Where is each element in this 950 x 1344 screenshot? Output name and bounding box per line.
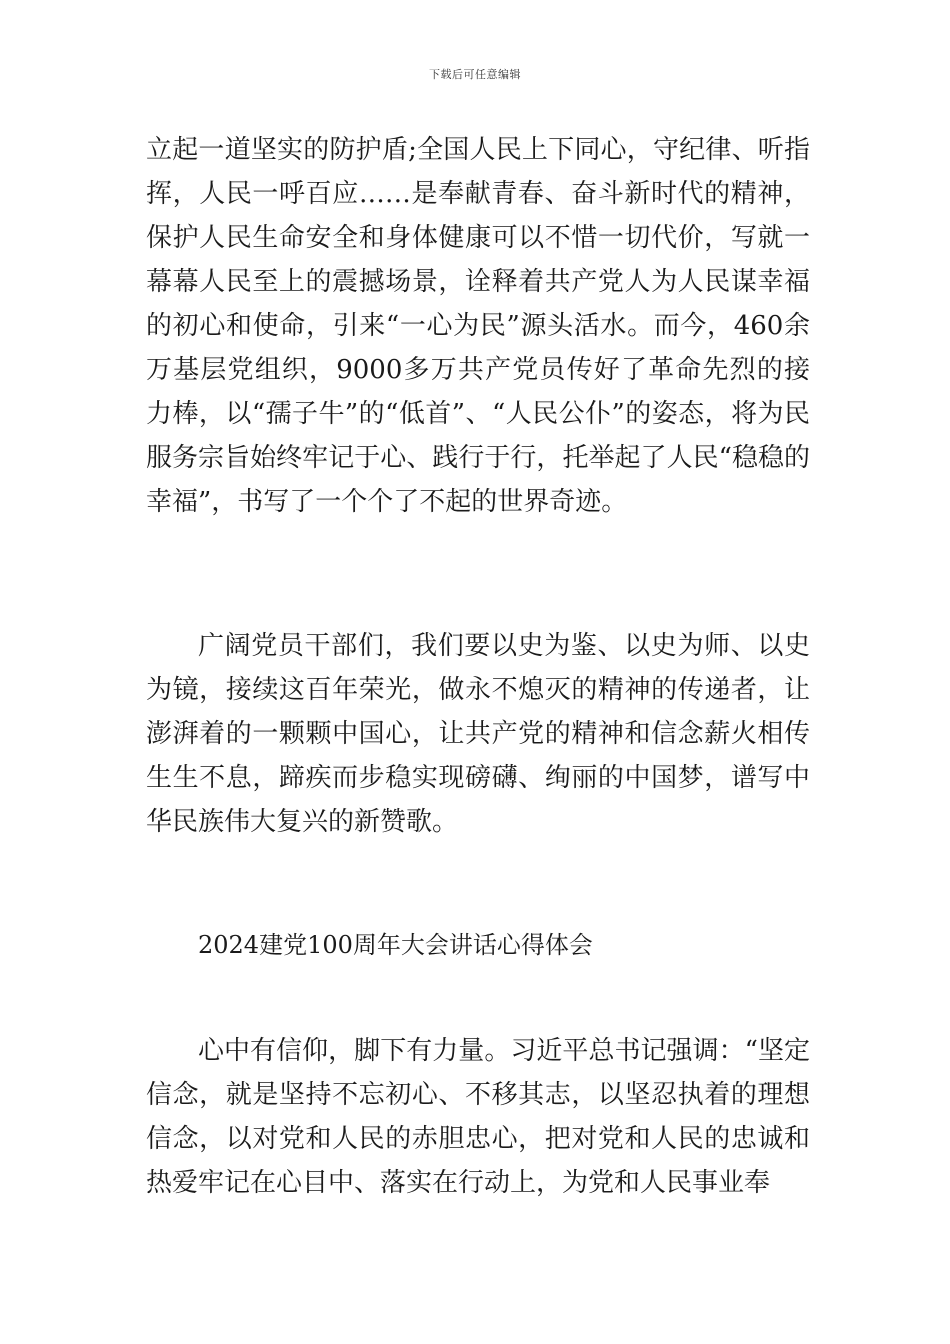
paragraph-1: 立起一道坚实的防护盾;全国人民上下同心，守纪律、听指挥，人民一呼百应……是奉献青春、奋斗新时代的精神，保护人民生命安全和身体健康可以不惜一切代价，写就一幕幕人民至上的震撼场景，诠释着共产党人为人民谋幸福的初心和使命，引来“一心为民”源头活水。而今，460余万基层党组织，9000多万共产党员传好了革命先烈的接力棒，以“孺子牛”的“低首”、“人民公仆”的姿态，将为民服务宗旨始终牢记于心、践行于行，托举起了人民“稳稳的幸福”，书写了一个个了不起的世界奇迹。 [146, 135, 810, 517]
header-note: 下载后可任意编辑 [429, 68, 521, 81]
paragraph-2: 广阔党员干部们，我们要以史为鉴、以史为师、以史为镜，接续这百年荣光，做永不熄灭的精神的传递者，让澎湃着的一颗颗中国心，让共产党的精神和信念薪火相传生生不息，蹄疾而步稳实现磅礴、绚丽的中国梦，谱写中华民族伟大复兴的新赞歌。 [146, 631, 810, 837]
section-heading: 2024建党100周年大会讲话心得体会 [198, 931, 593, 959]
paragraph-3: 心中有信仰，脚下有力量。习近平总书记强调：“坚定信念，就是坚持不忘初心、不移其志，以坚忍执着的理想信念，以对党和人民的赤胆忠心，把对党和人民的忠诚和热爱牢记在心目中、落实在行动上，为党和人民事业奉 [146, 1036, 810, 1198]
